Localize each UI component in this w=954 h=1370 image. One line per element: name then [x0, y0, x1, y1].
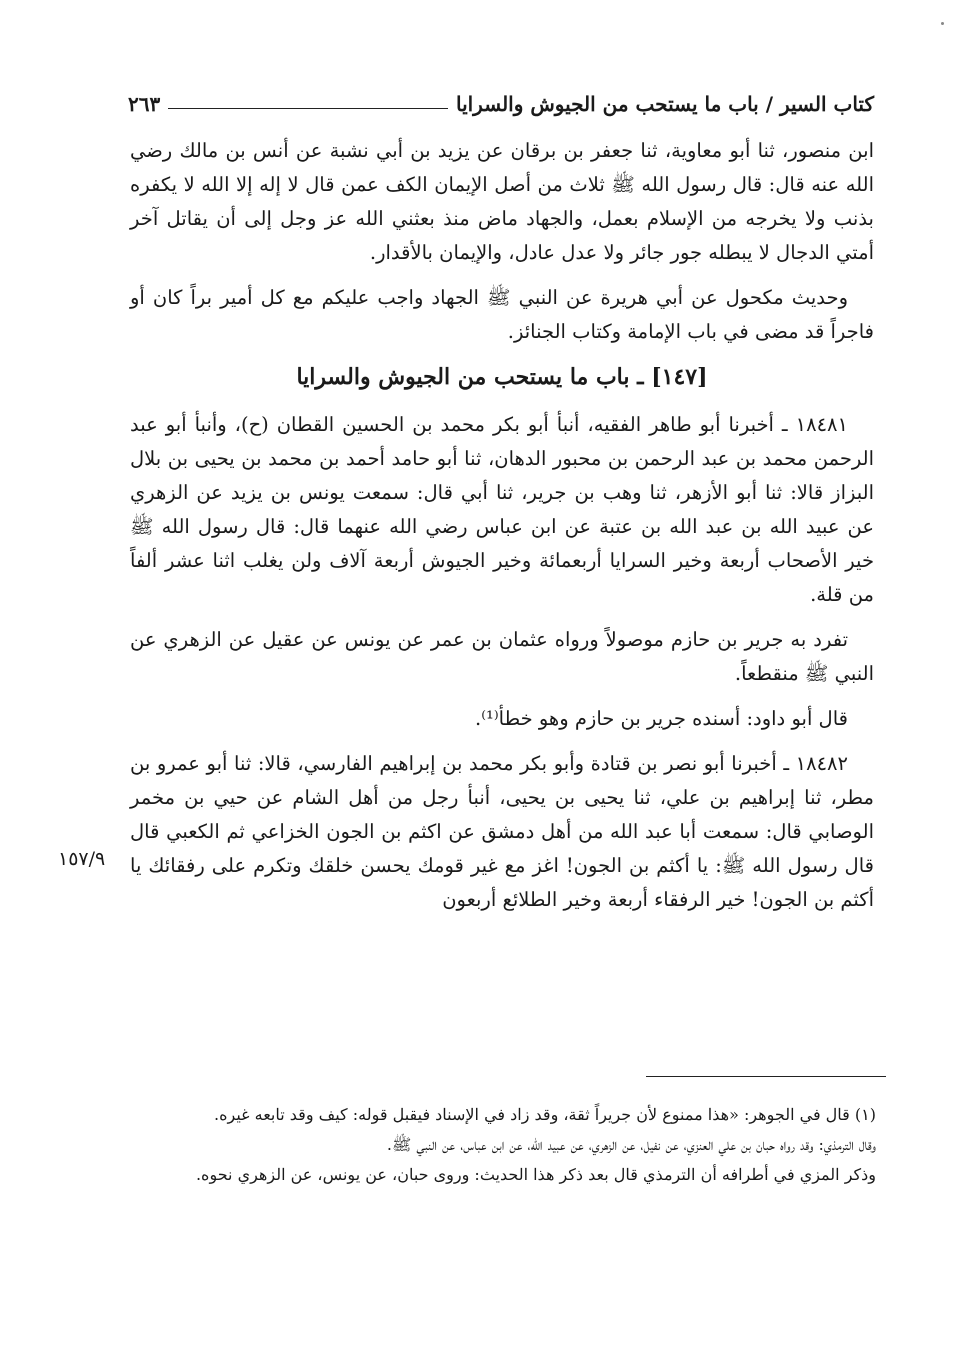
header-rule [168, 108, 448, 109]
chapter-heading: [١٤٧] ـ باب ما يستحب من الجيوش والسرايا [296, 364, 708, 390]
running-title: كتاب السير / باب ما يستحب من الجيوش والسرايا [455, 92, 874, 116]
margin-reference: ١٥٧/٩ [58, 848, 106, 870]
footnote: (١) قال في الجوهر: «هذا ممنوع لأن جريراً ثقة، وقد زاد في الإسناد فيقبل قوله: كيف وقد تابعه غيره. [214, 1105, 876, 1124]
page-number: ٢٦٣ [128, 92, 161, 116]
running-header [128, 82, 874, 116]
scan-speck [941, 22, 944, 25]
paragraph: ابن منصور، ثنا أبو معاوية، ثنا جعفر بن برقان عن يزيد بن أبي نشبة عن أنس بن مالك رضي الله عنه قال: قال رسول الله ﷺ ثلاث من أصل الإيمان الكف عمن قال لا إله إلا الله لا يكفره بذنب ولا يخرجه من الإسلام بعمل، والجهاد ماض منذ بعثني الله عز وجل إلى أن يقاتل آخر أمتي الدجال لا يبطله جور جائر ولا عدل عادل، والإيمان بالأقدار. [130, 139, 874, 264]
paragraph: قال أبو داود: أسنده جرير بن حازم وهو خطأ⁽¹⁾. [475, 707, 848, 730]
hadith-paragraph: ١٨٤٨٢ ـ أخبرنا أبو نصر بن قتادة وأبو بكر محمد بن إبراهيم الفارسي، قالا: ثنا أبو عمرو بن مطر، ثنا إبراهيم بن علي، ثنا يحيى بن يحيى، أنبأ رجل من أهل الشام عن حيي بن مخمر الوصابي قال: سمعت أبا عبد الله من أهل دمشق عن اكثم بن الجون الخزاعي ثم الكعبي قال قال رسول الله ﷺ: يا أكثم بن الجون! اغز مع غير قومك يحسن خلقك وتكرم على رفقائك يا أكثم بن الجون! خير الرفقاء أربعة وخير الطلائع أربعون [130, 752, 874, 911]
main-text [130, 134, 874, 928]
paragraph: تفرد به جرير بن حازم موصولاً ورواه عثمان بن عمر عن يونس عن عقيل عن الزهري عن النبي ﷺ منقطعاً. [130, 628, 874, 685]
hadith-paragraph: ١٨٤٨١ ـ أخبرنا أبو طاهر الفقيه، أنبأ أبو بكر محمد بن الحسين القطان (ح)، وأنبأ أبو عبد الرحمن محمد بن عبد الرحمن بن محبور الدهان، ثنا أبو حامد أحمد بن محمد بن يحيى بن بلال البزاز قالا: ثنا أبو الأزهر، ثنا وهب بن جرير، ثنا أبي قال: سمعت يونس بن يزيد عن الزهري عن عبيد الله بن عبد الله بن عتبة عن ابن عباس رضي الله عنهما قال: قال رسول الله ﷺ خير الأصحاب أربعة وخير السرايا أربعمائة وخير الجيوش أربعة آلاف ولن يغلب اثنا عشر ألفاً من قلة. [130, 413, 874, 606]
footnotes [136, 1102, 876, 1192]
paragraph: وحديث مكحول عن أبي هريرة عن النبي ﷺ الجهاد واجب عليكم مع كل أمير براً كان أو فاجراً قد مضى في باب الإمامة وكتاب الجنائز. [130, 286, 874, 343]
footnote: وذكر المزي في أطرافه أن الترمذي قال بعد ذكر هذا الحديث: وروى حبان، عن يونس، عن الزهري نحوه. [195, 1165, 876, 1184]
footnote-rule [646, 1076, 886, 1077]
footnote: وقال الترمذي: وقد رواه حبان بن علي العنزي، عن نفيل، عن الزهري، عن عبيد الله، عن ابن عباس، عن النبي ﷺ. [386, 1135, 876, 1154]
